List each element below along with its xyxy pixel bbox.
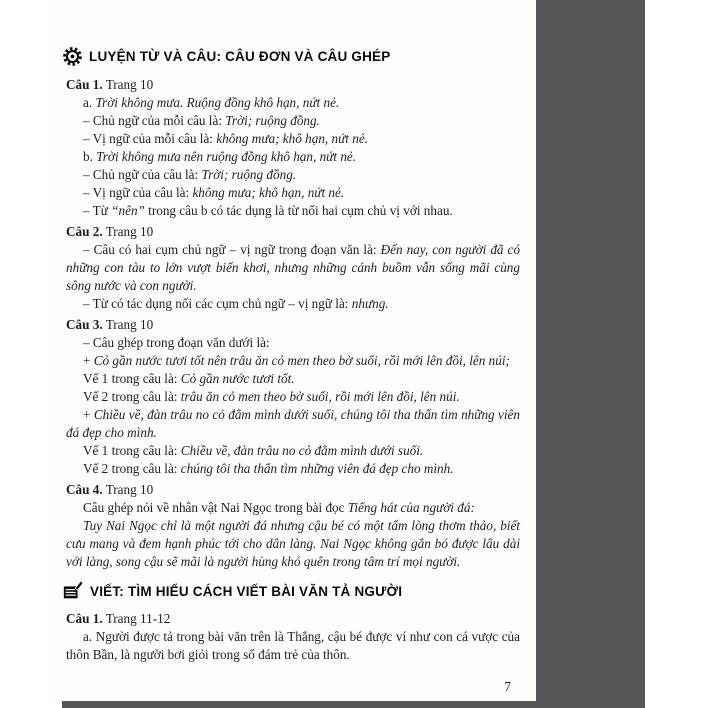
paragraph [66, 241, 520, 295]
write-icon [62, 580, 84, 602]
text-run: Vế 1 trong câu là: [83, 371, 181, 386]
text-run: Vế 2 trong câu là: [83, 461, 181, 476]
exercise-label [66, 76, 520, 94]
text-run: Câu 1. [66, 77, 103, 92]
text-run: – Câu ghép trong đoạn văn dưới là: [83, 335, 270, 350]
paragraph [66, 184, 520, 202]
text-run: Trang 10 [102, 317, 154, 332]
text-run: Câu 2. [66, 224, 103, 239]
text-run: Cỏ gần nước tươi tốt. [180, 371, 295, 386]
paragraph [66, 94, 520, 112]
page-number: 7 [504, 679, 511, 694]
text-run: – Chủ ngữ của mỗi câu là: [83, 113, 226, 128]
exercise-label [66, 223, 520, 241]
text-run: Cỏ gần nước tươi tốt nên trâu ăn cỏ men theo bờ suối, rồi mới lên đồi, lên núi; [93, 353, 510, 368]
section-heading-label: VIẾT: TÌM HIỂU CÁCH VIẾT BÀI VĂN TẢ NGƯỜI [90, 583, 403, 599]
text-run: – Từ [83, 203, 112, 218]
text-run: Câu 4. [66, 482, 103, 497]
paragraph [66, 628, 520, 664]
text-run: Đến nay, con người đã có những con tàu to lớn vượt biển khơi, nhưng những cánh buồm vẫn sống mãi cùng sông nước và con người. [66, 242, 520, 293]
text-run: Câu ghép nói về nhân vật Nai Ngọc trong bài đọc [83, 500, 348, 515]
text-run: Trang 10 [102, 77, 154, 92]
exercise-label [66, 481, 520, 499]
paragraph [66, 442, 520, 460]
text-run: không mưa; khô hạn, nứt nẻ. [216, 131, 368, 146]
exercise-label [66, 610, 520, 628]
text-run: “nên” [111, 203, 145, 218]
text-run: nhưng. [351, 296, 389, 311]
text-run: không mưa; khô hạn, nứt nẻ. [192, 185, 345, 200]
paragraph [66, 406, 520, 442]
section-heading-luyen-tu-va-cau [62, 46, 520, 67]
text-run: + [83, 407, 94, 422]
text-run: – Vị ngữ của câu là: [83, 185, 193, 200]
section-heading-viet [62, 580, 520, 602]
paragraph [66, 517, 520, 571]
paragraph [66, 112, 520, 130]
paragraph [66, 130, 520, 148]
text-run: Tuy Nai Ngọc chỉ là một người đá nhưng cậu bé có một tấm lòng thơm thảo, biết cưu mang và đem hạnh phúc tới cho dân làng. Nai Ngọc không gắn bó được lâu dài với làng, song cậu sẽ mãi là người hùng khó quên trong tâm trí mọi người. [66, 518, 520, 569]
text-run: – Từ có tác dụng nối các cụm chủ ngữ – vị ngữ là: [83, 296, 352, 311]
text-run: Trời; ruộng đồng. [225, 113, 320, 128]
text-run: Trang 11-12 [102, 611, 171, 626]
text-run: + [83, 353, 94, 368]
paragraph [66, 352, 520, 370]
paragraph [66, 202, 520, 220]
text-run: chúng tôi tha thẩn tìm những viên đá đẹp cho mình. [180, 461, 454, 476]
text-run: Trang 10 [102, 482, 154, 497]
text-run: Trang 10 [102, 224, 154, 239]
text-run: b. [83, 149, 97, 164]
text-run: Trời không mưa. Ruộng đồng khô hạn, nứt nẻ. [95, 95, 340, 110]
text-run: Vế 1 trong câu là: [83, 443, 181, 458]
text-run: a. [83, 95, 96, 110]
paragraph [66, 499, 520, 517]
text-run: Tiếng hát của người đá: [347, 500, 475, 515]
text-run: Vế 2 trong câu là: [83, 389, 181, 404]
paragraph [66, 370, 520, 388]
paragraph [66, 166, 520, 184]
paragraph [66, 460, 520, 478]
exercise-label [66, 316, 520, 334]
text-run: Câu 1. [66, 611, 103, 626]
document-page [46, 0, 536, 701]
text-run: – Câu có hai cụm chủ ngữ – vị ngữ trong đoạn văn là: [83, 242, 381, 257]
text-run: Câu 3. [66, 317, 103, 332]
text-run: – Chủ ngữ của câu là: [83, 167, 202, 182]
paragraph [66, 388, 520, 406]
gear-icon [62, 46, 83, 67]
text-run: trong câu b có tác dụng là từ nối hai cụm chủ vị với nhau. [144, 203, 453, 218]
text-run: Trời không mưa nên ruộng đồng khô hạn, nứt nẻ. [96, 149, 357, 164]
paragraph [66, 334, 520, 352]
text-run: trâu ăn cỏ men theo bờ suối, rồi mới lên đồi, lên núi. [180, 389, 460, 404]
section-content [66, 76, 520, 571]
text-run: a. Người được tả trong bài văn trên là Thắng, cậu bé được ví như con cá vược của thôn Bần, là người bơi giỏi trong số đám trẻ của thôn. [66, 629, 520, 662]
text-run: Chiều về, đàn trâu no cỏ đằm mình dưới suối. [180, 443, 424, 458]
text-run: Chiều về, đàn trâu no cỏ đằm mình dưới suối, chúng tôi tha thẩn tìm những viên đá đẹp cho mình. [66, 407, 521, 440]
section-heading-label: LUYỆN TỪ VÀ CÂU: CÂU ĐƠN VÀ CÂU GHÉP [89, 49, 391, 64]
paragraph [66, 295, 520, 313]
text-run: Trời; ruộng đồng. [201, 167, 297, 182]
text-run: – Vị ngữ của mỗi câu là: [83, 131, 217, 146]
paragraph [66, 148, 520, 166]
section-content [66, 610, 520, 664]
